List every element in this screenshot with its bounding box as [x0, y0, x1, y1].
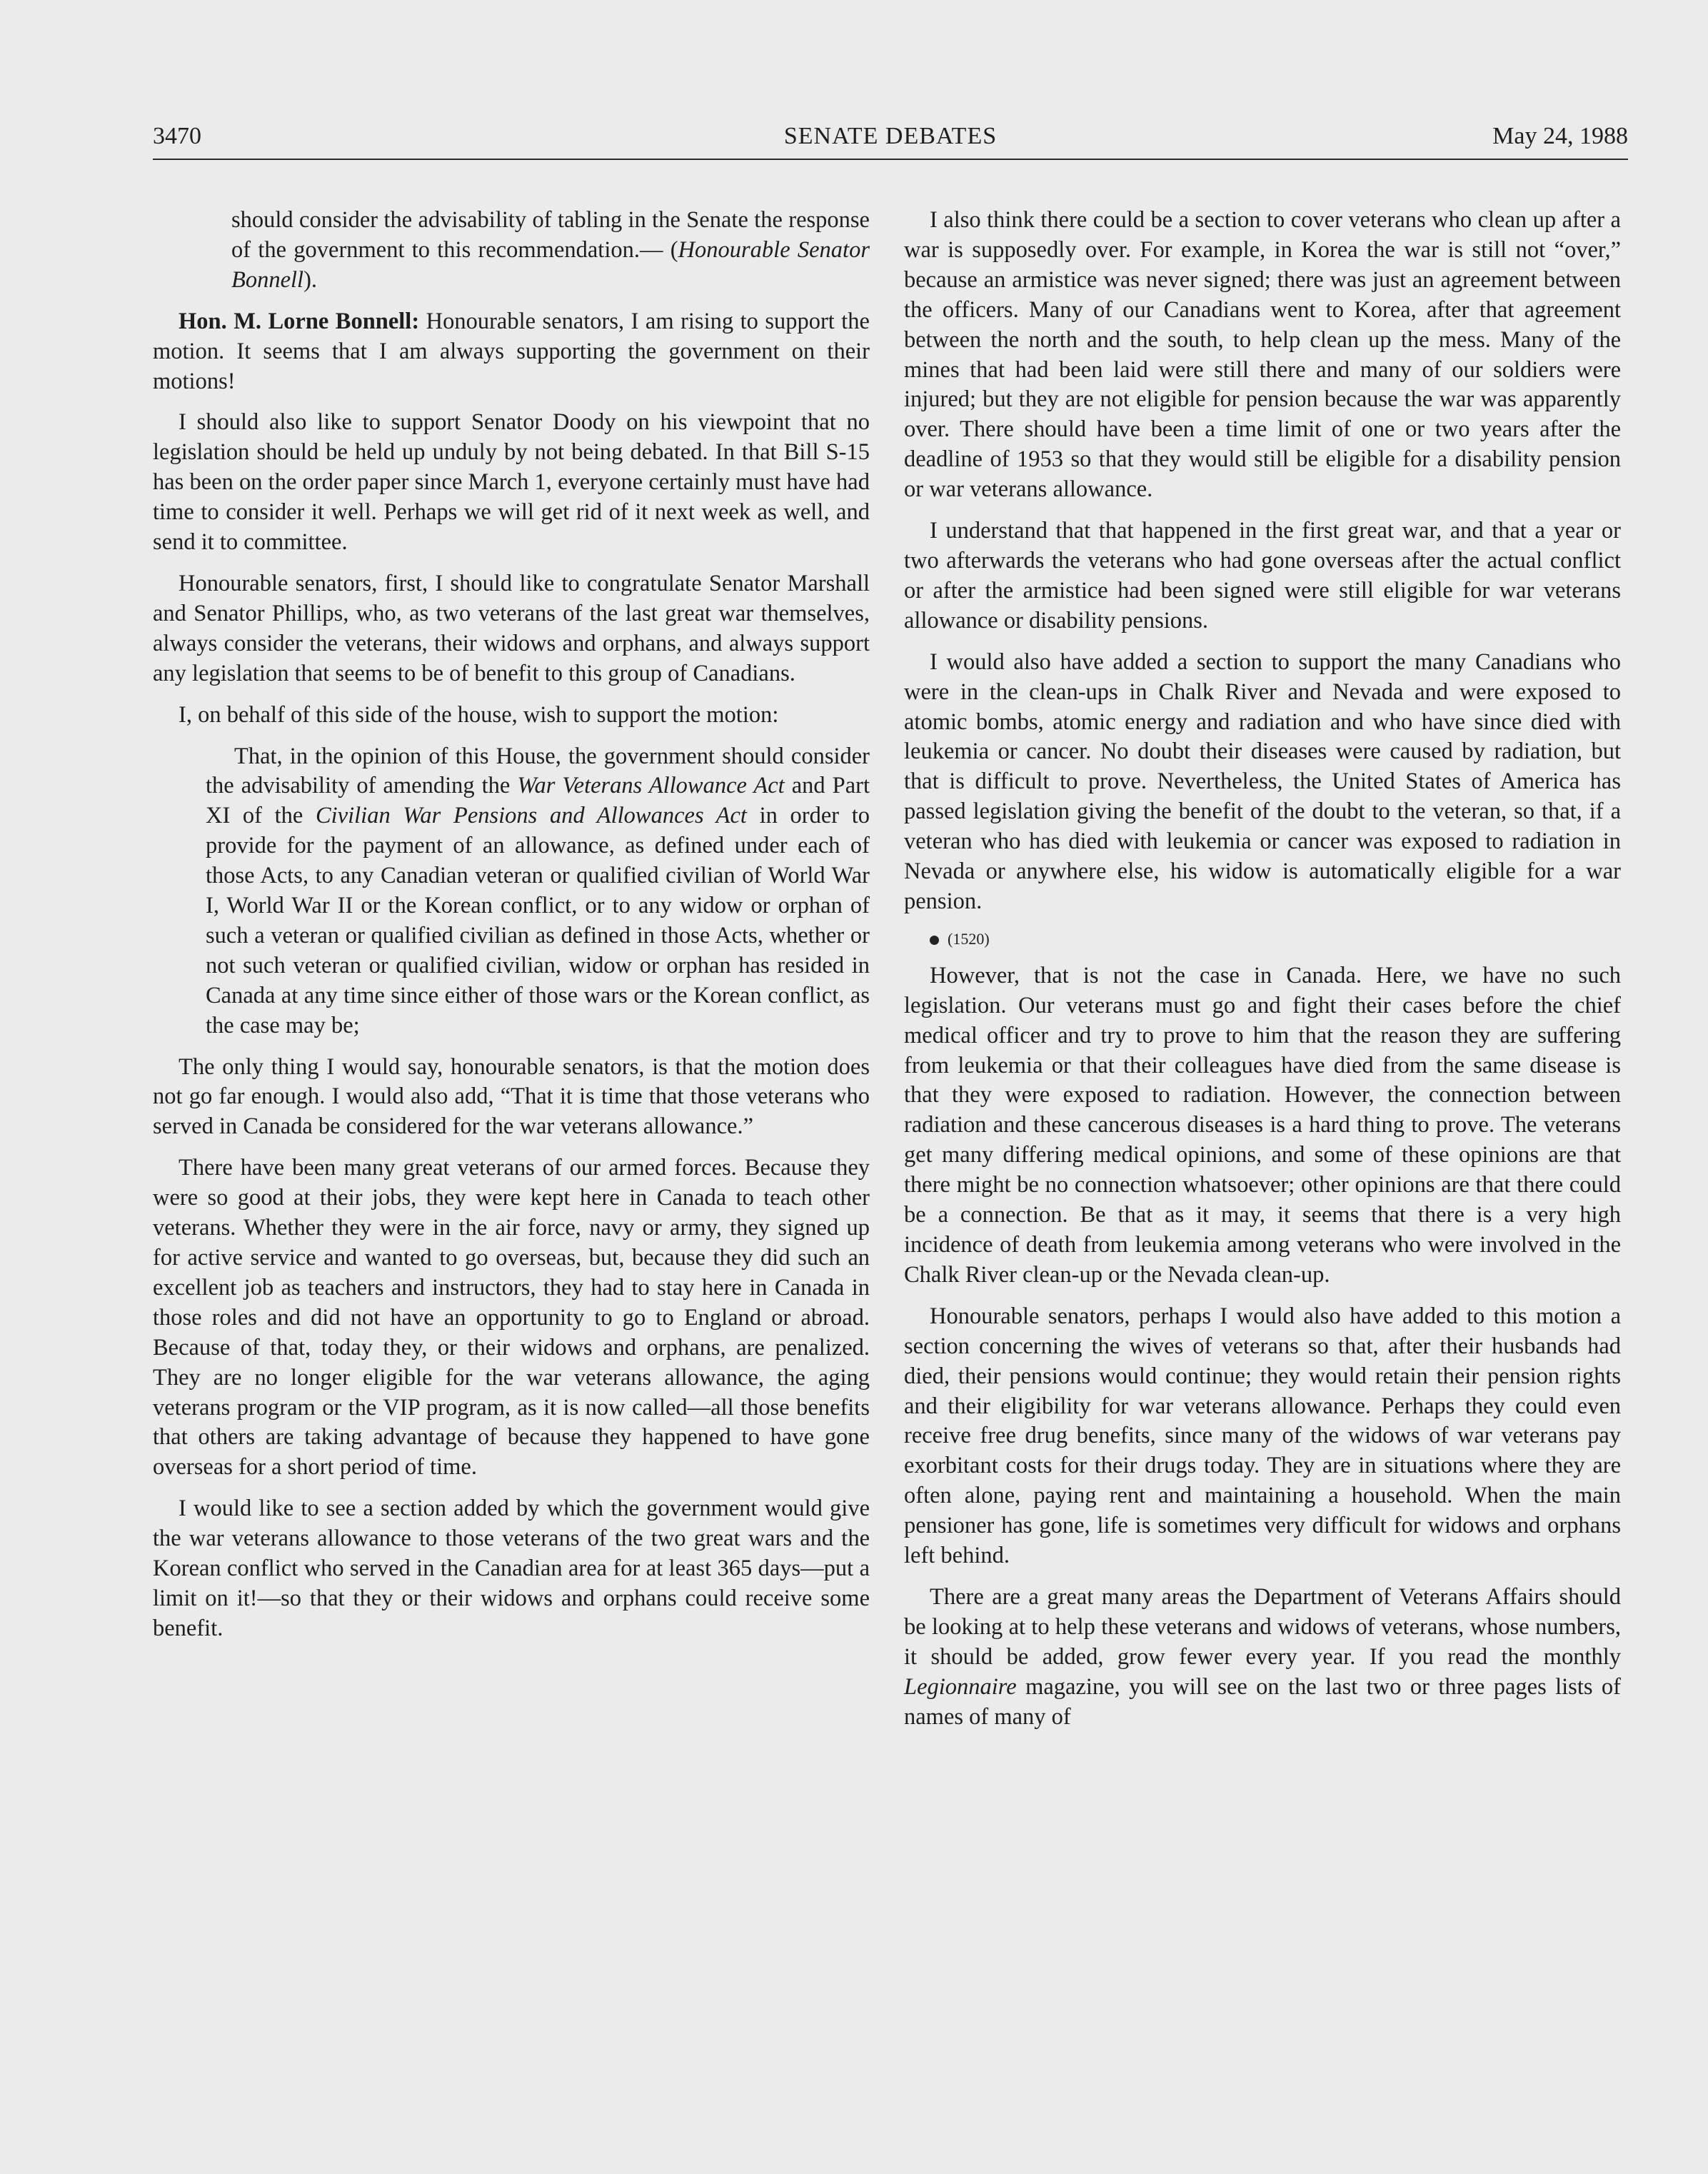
paragraph: I understand that that happened in the first great war, and that a year or two afterwards the veterans who had gone overseas after the actual conflict or after the armistice had been signed were still eligible for war veterans allowance or disability pensions. — [904, 518, 1621, 633]
paragraph: Honourable senators, first, I should like to congratulate Senator Marshall and Senator Phillips, who, as two veterans of the last great war themselves, always consider the veterans, their widows and orphans, and always support any legislation that seems to be of benefit to this group of Canadians. — [153, 570, 870, 686]
continued-paragraph: should consider the advisability of tabling in the Senate the response of the government to this recommendation.— (Honourable Senator Bonnell). — [231, 207, 870, 293]
bullet-icon — [930, 936, 939, 945]
issue-date: May 24, 1988 — [1492, 123, 1628, 149]
paragraph: I should also like to support Senator Doody on his viewpoint that no legislation should be held up unduly by not being debated. In that Bill S-15 has been on the order paper since March 1, everyone certainly must have had time to consider it well. Perhaps we will get rid of it next week as well, and send it to committee. — [153, 409, 870, 556]
page-number: 3470 — [153, 123, 201, 149]
motion-quote: That, in the opinion of this House, the government should consider the advisability of amending the War Veterans Allowance Act and Part XI of the Civilian War Pensions and Allowances Act in order to provide for the payment of an allowance, as defined under each of those Acts, to any Canadian veteran or qualified civilian of World War I, World War II or the Korean conflict, or to any widow or orphan of such a veteran or qualified civilian as defined in those Acts, whether or not such veteran or qualified civilian, widow or orphan has resided in Canada at any time since either of those wars or the Korean conflict, as the case may be; — [206, 743, 870, 1038]
paragraph: I also think there could be a section to cover veterans who clean up after a war is supposedly over. For example, in Korea the war is still not “over,” because an armistice was never signed; there was just an agreement between the officers. Many of our Canadians went to Korea, after that agreement between the north and the south, to help clean up the mess. Many of the mines that had been laid were still there and many of our soldiers were injured; but they are not eligible for pension because the war was apparently over. There should have been a time limit of one or two years after the deadline of 1953 so that they would still be eligible for a disability pension or war veterans allowance. — [904, 207, 1621, 503]
left-column — [153, 206, 870, 1655]
paragraph: However, that is not the case in Canada. Here, we have no such legislation. Our veterans must go and fight their cases before the chief medical officer and try to prove to him that the reason they are suffering from leukemia or that their colleagues have died from the same disease is that they were exposed to radiation. However, the connection between radiation and these cancerous diseases is a hard thing to prove. The veterans get many differing medical opinions, and some of these opinions are that there might be no connection whatsoever; other opinions are that there could be a connection. Be that as it may, it seems that there is a very high incidence of death from leukemia among veterans who were involved in the Chalk River clean-up or the Nevada clean-up. — [904, 962, 1621, 1288]
speech-paragraph: Hon. M. Lorne Bonnell: Honourable senators, I am rising to support the motion. It seems that I am always supporting the government on their motions! — [153, 308, 870, 394]
right-column — [904, 206, 1621, 1744]
paragraph: I would also have added a section to support the many Canadians who were in the clean-ups in Chalk River and Nevada and were exposed to atomic bombs, atomic energy and radiation and who have since died with leukemia or cancer. No doubt their diseases were caused by radiation, but that is difficult to prove. Nevertheless, the United States of America has passed legislation giving the benefit of the doubt to the veteran, so that, if a veteran who has died with leukemia or cancer was exposed to radiation in Nevada or anywhere else, his widow is automatically eligible for a war pension. — [904, 648, 1621, 914]
paragraph: The only thing I would say, honourable senators, is that the motion does not go far enough. I would also add, “That it is time that those veterans who served in Canada be considered for the war veterans allowance.” — [153, 1053, 870, 1140]
speaker-name: Hon. M. Lorne Bonnell: — [179, 308, 420, 334]
paragraph: I would like to see a section added by which the government would give the war veterans allowance to those veterans of the two great wars and the Korean conflict who served in the Canadian area for at least 365 days—put a limit on it!—so that they or their widows and orphans could receive some benefit. — [153, 1496, 870, 1641]
publication-title: SENATE DEBATES — [783, 123, 998, 149]
page-header — [153, 120, 1628, 160]
paragraph: There have been many great veterans of our armed forces. Because they were so good at their jobs, they were kept here in Canada to teach other veterans. Whether they were in the air force, navy or army, they signed up for active service and wanted to go overseas, but, because they did such an excellent job as teachers and instructors, they had to stay here in Canada in those roles and did not have an opportunity to go to England or abroad. Because of that, today they, or their widows and orphans, are penalized. They are no longer eligible for the war veterans allowance, the aging veterans program or the VIP program, as it is now called—all those benefits that others are taking advantage of because they happened to have gone overseas for a short period of time. — [153, 1155, 870, 1481]
paragraph: Honourable senators, perhaps I would also have added to this motion a section concerning the wives of veterans so that, after their husbands had died, their pensions would continue; they would retain their pension rights and their eligibility for war veterans allowance. Perhaps they could even receive free drug benefits, since many of the widows of war veterans pay exorbitant costs for their drugs today. They are in situations where they are often alone, paying rent and maintaining a household. When the main pensioner has gone, life is sometimes very difficult for widows and orphans left behind. — [904, 1303, 1621, 1569]
paragraph: I, on behalf of this side of the house, wish to support the motion: — [179, 701, 779, 728]
paragraph: There are a great many areas the Department of Veterans Affairs should be looking at to help these veterans and widows of veterans, whose numbers, it should be added, grow fewer every year. If you read the monthly Legionnaire magazine, you will see on the last two or three pages lists of names of many of — [904, 1583, 1621, 1730]
time-marker: (1520) — [904, 928, 1621, 950]
